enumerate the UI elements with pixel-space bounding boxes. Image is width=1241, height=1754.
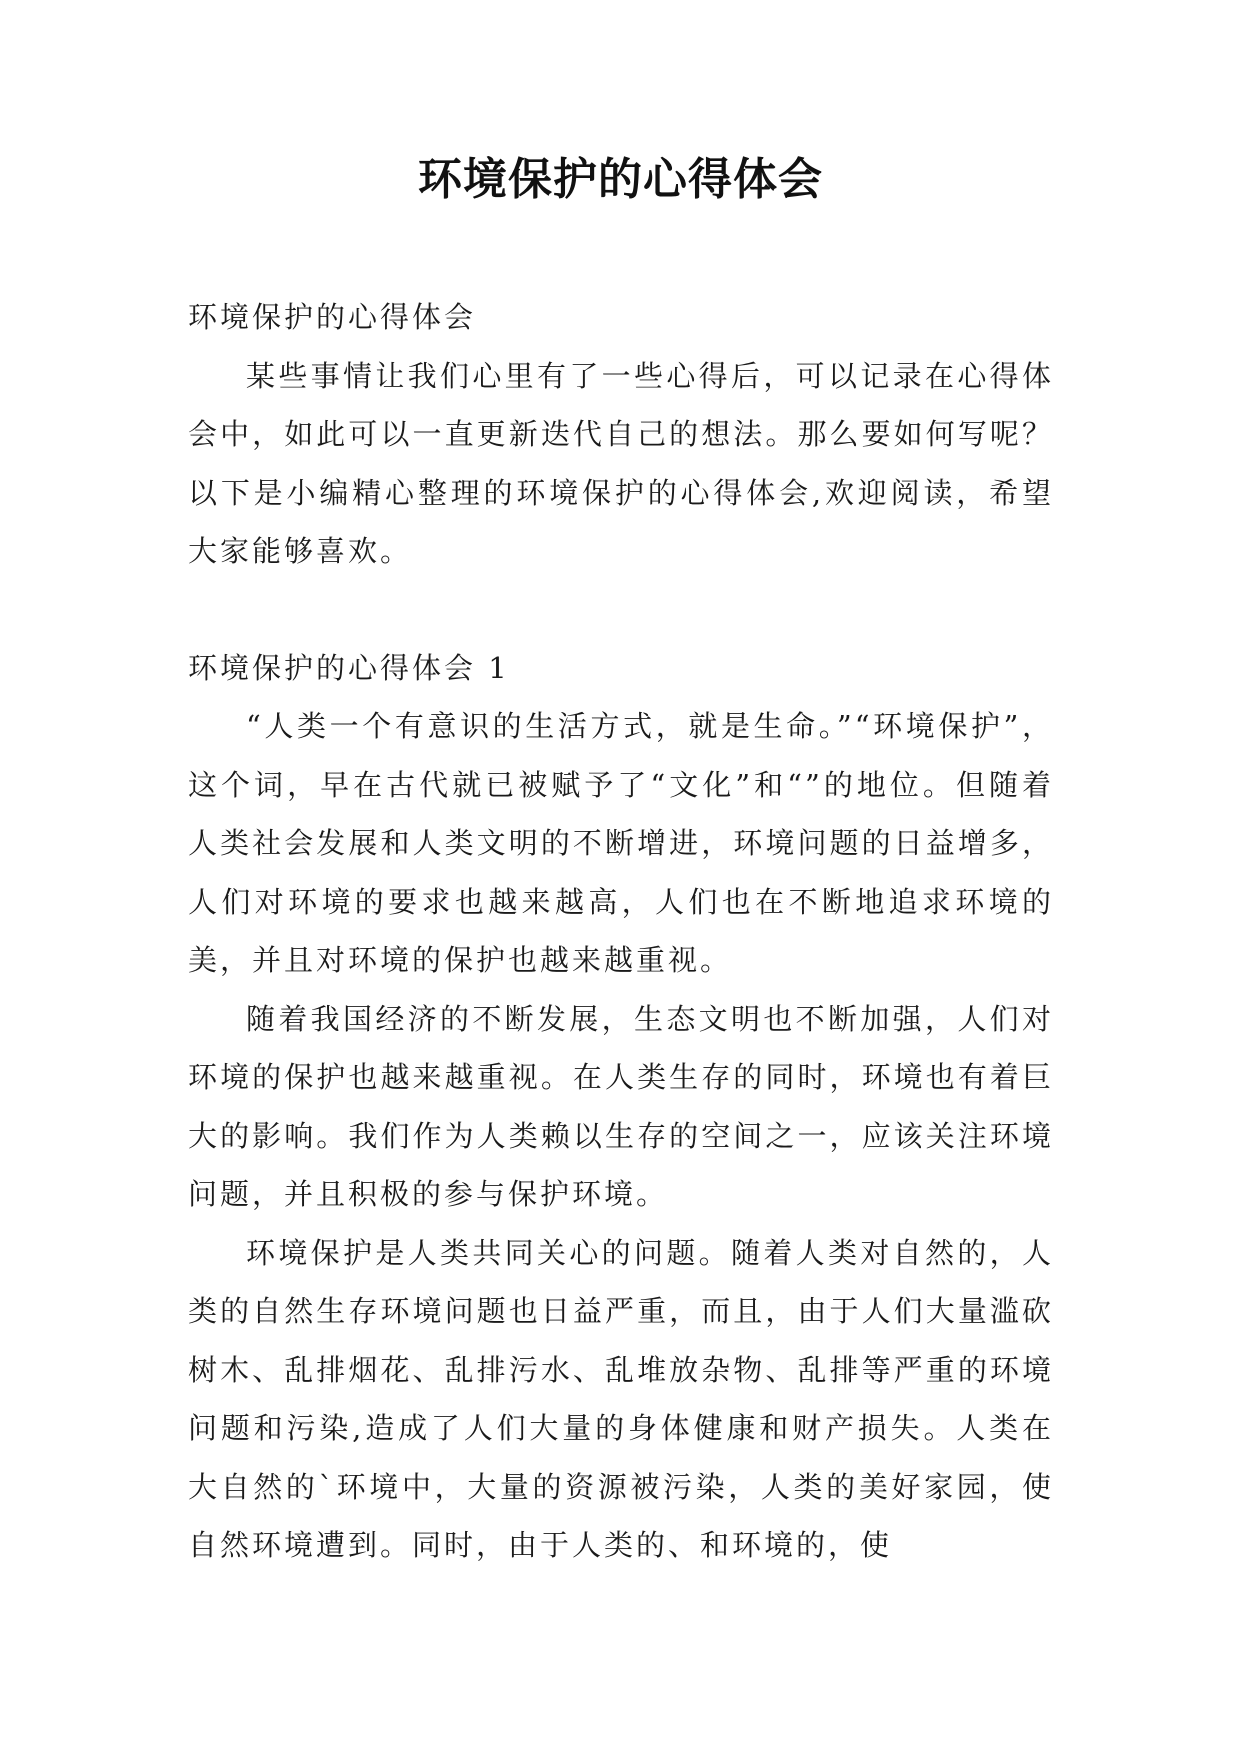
intro-heading: 环境保护的心得体会 xyxy=(188,300,477,334)
document-body xyxy=(188,288,1054,1575)
section1-paragraph-1: “人类一个有意识的生活方式，就是生命。”“环境保护”，这个词，早在古代就已被赋予了“文化”和“”的地位。但随着人类社会发展和人类文明的不断增进，环境问题的日益增多，人们对环境的要求也越来越高，人们也在不断地追求环境的美，并且对环境的保护也越来越重视。 xyxy=(188,709,1054,977)
section1-heading: 环境保护的心得体会 1 xyxy=(188,650,510,685)
section1-paragraph-3: 环境保护是人类共同关心的问题。随着人类对自然的，人类的自然生存环境问题也日益严重，而且，由于人们大量滥砍树木、乱排烟花、乱排污水、乱堆放杂物、乱排等严重的环境问题和污染,造成了人们大量的身体健康和财产损失。人类在大自然的`环境中，大量的资源被污染，人类的美好家园，使自然环境遭到。同时，由于人类的、和环境的，使 xyxy=(188,1235,1054,1562)
intro-paragraph: 某些事情让我们心里有了一些心得后，可以记录在心得体会中，如此可以一直更新迭代自己的想法。那么要如何写呢？以下是小编精心整理的环境保护的心得体会,欢迎阅读，希望大家能够喜欢。 xyxy=(188,358,1054,568)
section-spacer xyxy=(188,581,1054,639)
document-title: 环境保护的心得体会 xyxy=(418,154,823,205)
section1-paragraph-2: 随着我国经济的不断发展，生态文明也不断加强，人们对环境的保护也越来越重视。在人类生存的同时，环境也有着巨大的影响。我们作为人类赖以生存的空间之一，应该关注环境问题，并且积极的参与保护环境。 xyxy=(188,1001,1054,1211)
